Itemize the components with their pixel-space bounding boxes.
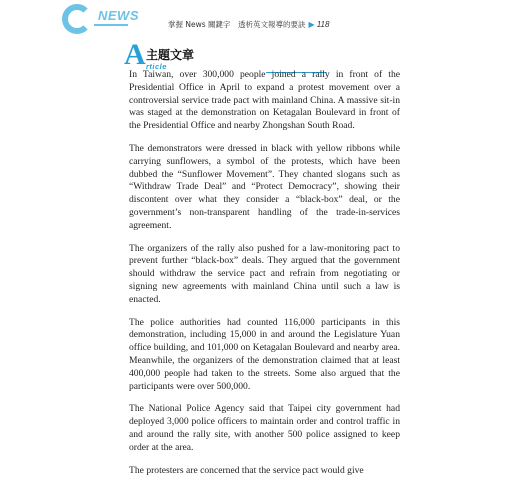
paragraph: The protesters are concerned that the service pact would give: [129, 464, 364, 476]
section-heading: [124, 38, 254, 71]
running-title-text: 掌握 News 關鍵字 透析英文報導的要訣: [168, 20, 306, 29]
page-number: 118: [316, 20, 330, 29]
paragraph: The police authorities had counted 116,000 participants in this demonstration, including 15,000 in and around the Legislature Yuan office building, and 101,000 on Ketagalan Boulevard and nearby area. Meanwhile, the organizers of the demonstration claimed that at least 400,000 people had taken to the streets. Some also argued that the participants were over 500,000.: [129, 316, 400, 392]
news-logo-ring-icon: [62, 4, 92, 34]
paragraph: The National Police Agency said that Taipei city government had deployed 3,000 police officers to maintain order and control traffic in and around the rally site, with another 500 police assigned to keep order at the area.: [129, 403, 400, 453]
page-header: [0, 0, 520, 40]
section-title-en: rticle: [146, 62, 167, 71]
triangle-arrow-icon: ▶: [308, 20, 315, 29]
news-logo-text: NEWS: [98, 8, 139, 23]
article-body: [129, 69, 400, 487]
paragraph: In Taiwan, over 300,000 people joined a rally in front of the Presidential Office in April to expand a protest movement over a controversial service trade pact with mainland China. A massive sit-in was staged at the demonstration on Ketagalan Boulevard in front of the Presidential Office and nearby Zhongshan South Road.: [129, 69, 400, 132]
section-title-zh: 主題文章: [146, 48, 195, 62]
paragraph: The organizers of the rally also pushed for a law-monitoring pact to prevent further “black-box” deals. They argued that the government should withdraw the service pact and refrain from negotiating or signing new agreements with mainland China until such a law is enacted.: [129, 242, 400, 305]
logo-underline: [94, 24, 128, 26]
running-title: [168, 19, 329, 30]
section-letter: A: [124, 38, 146, 71]
paragraph: The demonstrators were dressed in black with yellow ribbons while carrying sunflowers, a symbol of the protests, which have been dubbed the “Sunflower Movement”. They chanted slogans such as “Withdraw Trade Deal” and “Protect Democracy”, showing their discontent over what they consider a “black-box” deal, or the government’s non-transparent handling of the trade-in-services agreement.: [129, 142, 400, 231]
